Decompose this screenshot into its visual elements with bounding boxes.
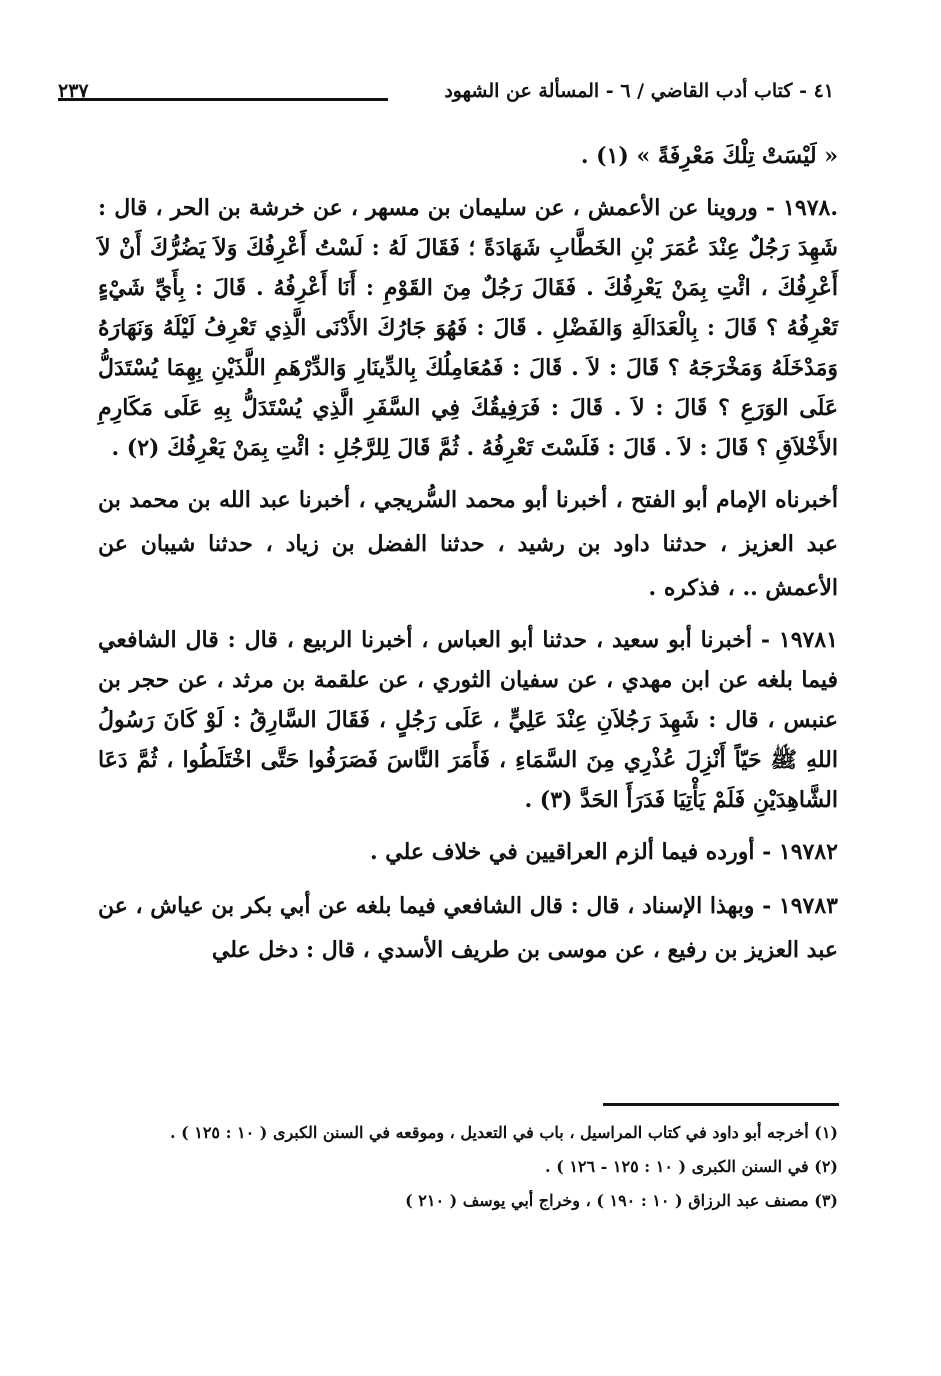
paragraph-isnad: أخبرناه الإمام أبو الفتح ، أخبرنا أبو محمد السُّريجي ، أخبرنا عبد الله بن محمد بن عبد العزيز ، حدثنا داود بن رشيد ، حدثنا الفضل بن زياد ، حدثنا شيبان عن الأعمش .. ، فذكره .	[98, 487, 838, 601]
page-number: ٢٣٧	[58, 80, 89, 102]
header-title: ٤١ - كتاب أدب القاضي / ٦ - المسألة عن الشهود	[444, 80, 834, 102]
paragraph-quote-end: « لَيْسَتْ تِلْكَ مَعْرِفَةً » (١) .	[580, 143, 838, 169]
paragraph-19782: ١٩٧٨٢ - أورده فيما ألزم العراقيين في خلاف علي .	[369, 839, 838, 865]
running-header	[58, 78, 834, 114]
footnote-rule	[603, 1103, 839, 1106]
footnotes	[100, 1116, 838, 1218]
paragraph-1978: .١٩٧٨ - وروينا عن الأعمش ، عن سليمان بن مسهر ، عن خرشة بن الحر ، قال : شَهِدَ رَجُلٌ عِنْدَ عُمَرَ بْنِ الخَطَّابِ شَهَادَةً ؛ فَقَالَ لَهُ : لَسْتُ أَعْرِفُكَ وَلاَ يَضُرُّكَ أَنْ لاَ أَعْرِفُكَ ، ائْتِ بِمَنْ يَعْرِفُكَ . فَقَالَ رَجُلٌ مِنَ القَوْمِ : أَنَا أَعْرِفُهُ . قَالَ : بِأَيِّ شَيْءٍ تَعْرِفُهُ ؟ قَالَ : بِالْعَدَالَةِ وَالفَضْلِ . قَالَ : فَهُوَ جَارُكَ الأَدْنَى الَّذِي تَعْرِفُ لَيْلَهُ وَنَهَارَهُ وَمَدْخَلَهُ وَمَخْرَجَهُ ؟ قَالَ : لاَ . قَالَ : فَمُعَامِلُكَ بِالدِّينَارِ وَالدِّرْهَمِ اللَّذَيْنِ بِهِمَا يُسْتَدَلُّ عَلَى الوَرَعِ ؟ قَالَ : لاَ . قَالَ : فَرَفِيقُكَ فِي السَّفَرِ الَّذِي يُسْتَدَلُّ بِهِ عَلَى مَكَارِمِ الأَخْلاَقِ ؟ قَالَ : لاَ . قَالَ : فَلَسْتَ تَعْرِفُهُ . ثُمَّ قَالَ لِلرَّجُلِ : ائْتِ بِمَنْ يَعْرِفُكَ (٢) .	[98, 195, 838, 461]
header-rule	[58, 98, 388, 101]
footnote-1: (١) أخرجه أبو داود في كتاب المراسيل ، باب في التعديل ، وموقعه في السنن الكبرى ( ١٠ : ١٢٥ ) .	[169, 1123, 838, 1142]
footnote-2: (٢) في السنن الكبرى ( ١٠ : ١٢٥ - ١٢٦ ) .	[545, 1157, 838, 1176]
body-text	[98, 134, 838, 982]
paragraph-19781: ١٩٧٨١ - أخبرنا أبو سعيد ، حدثنا أبو العباس ، أخبرنا الربيع ، قال : قال الشافعي فيما بلغه عن ابن مهدي ، عن سفيان الثوري ، عن علقمة بن مرثد ، عن حجر بن عنبس ، قال : شَهِدَ رَجُلاَنِ عِنْدَ عَلِيٍّ ، عَلَى رَجُلٍ ، فَقَالَ السَّارِقُ : لَوْ كَانَ رَسُولُ اللهِ ﷺ حَيّاً أَنْزِلَ عُذْرِي مِنَ السَّمَاءِ ، فَأَمَرَ النَّاسَ فَصَرَفُوا حَتَّى اخْتَلَطُوا ، ثُمَّ دَعَا الشَّاهِدَيْنِ فَلَمْ يَأْتِيَا فَدَرَأَ الحَدَّ (٣) .	[98, 627, 838, 813]
footnote-3: (٣) مصنف عبد الرزاق ( ١٠ : ١٩٠ ) ، وخراج أبي يوسف ( ٢١٠ )	[405, 1191, 838, 1210]
paragraph-19783: ١٩٧٨٣ - وبهذا الإسناد ، قال : قال الشافعي فيما بلغه عن أبي بكر بن عياش ، عن عبد العزيز بن رفيع ، عن موسى بن طريف الأسدي ، قال : دخل علي	[98, 893, 838, 963]
